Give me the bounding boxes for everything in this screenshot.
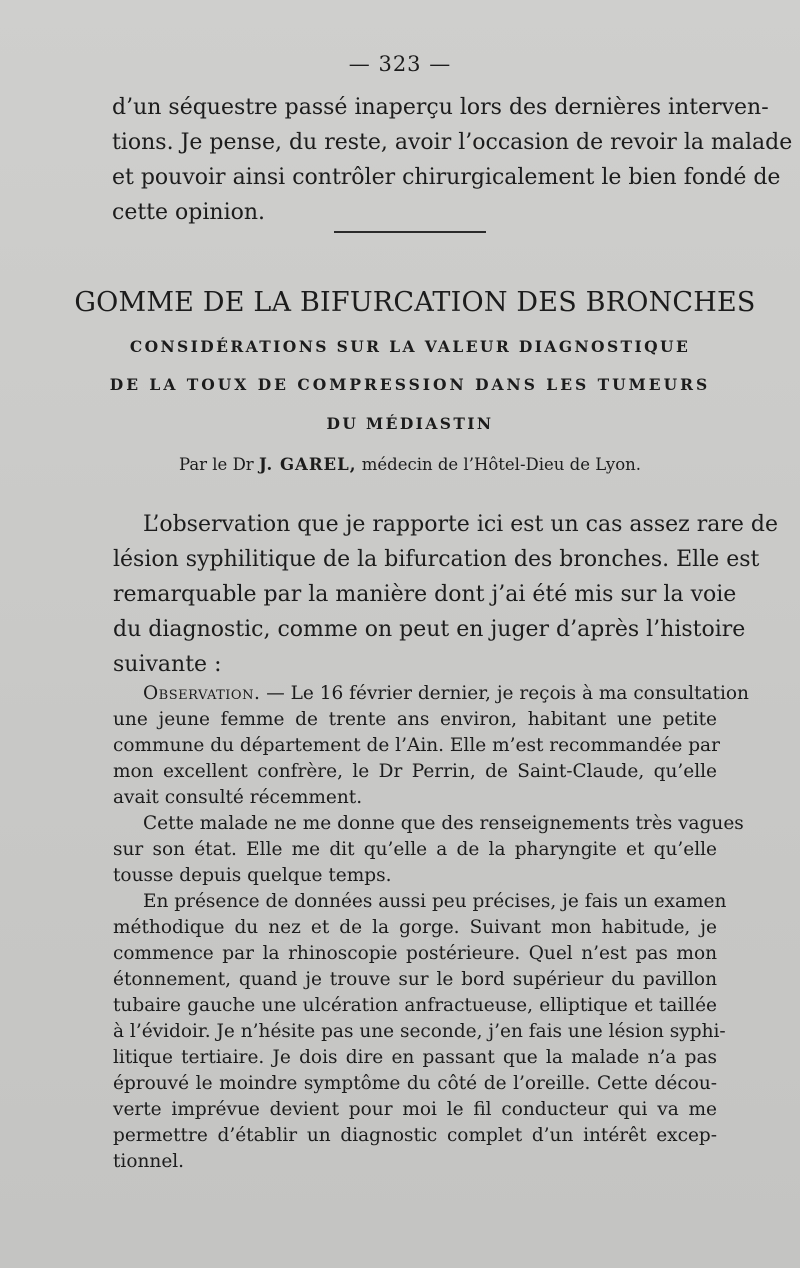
text-line: d’un séquestre passé inaperçu lors des dernières interven- bbox=[112, 95, 769, 120]
text-line: tionnel. bbox=[113, 1151, 185, 1172]
continuation-paragraph bbox=[112, 90, 793, 230]
author-name: J. GAREL, bbox=[258, 455, 357, 474]
text-line: une jeune femme de trente ans environ, habitant une petite bbox=[113, 709, 717, 730]
text-line: litique tertiaire. Je dois dire en passant que la malade n’a pas bbox=[113, 1047, 717, 1068]
text-line: étonnement, quand je trouve sur le bord supérieur du pavillon bbox=[113, 969, 717, 990]
observation-section bbox=[113, 681, 749, 1175]
text-line: Observation. — Le 16 février dernier, je reçois à ma consultation bbox=[143, 683, 749, 704]
text-line: avait consulté récemment. bbox=[113, 787, 363, 808]
text-line: lésion syphilitique de la bifurcation des bronches. Elle est bbox=[113, 547, 760, 572]
text-line: L’observation que je rapporte ici est un cas assez rare de bbox=[143, 512, 778, 537]
text-line: sur son état. Elle me dit qu’elle a de la pharyngite et qu’elle bbox=[113, 839, 717, 860]
author-affiliation: médecin de l’Hôtel-Dieu de Lyon. bbox=[361, 455, 642, 474]
byline bbox=[0, 455, 800, 474]
intro-paragraph bbox=[113, 507, 778, 682]
text-line: cette opinion. bbox=[112, 200, 266, 225]
text-line: tousse depuis quelque temps. bbox=[113, 865, 392, 886]
text-line: tions. Je pense, du reste, avoir l’occasion de revoir la malade bbox=[112, 130, 793, 155]
text-line: commune du département de l’Ain. Elle m’est recommandée par bbox=[113, 735, 720, 756]
text-line: verte imprévue devient pour moi le fil conducteur qui va me bbox=[113, 1099, 717, 1120]
text-line: mon excellent confrère, le Dr Perrin, de Saint-Claude, qu’elle bbox=[113, 761, 717, 782]
observation-label: Observation. bbox=[143, 683, 261, 704]
text-line: éprouvé le moindre symptôme du côté de l’oreille. Cette décou- bbox=[113, 1073, 717, 1094]
text-line: Cette malade ne me donne que des renseignements très vagues bbox=[143, 813, 744, 834]
article-title: GOMME DE LA BIFURCATION DES BRONCHES bbox=[74, 287, 756, 318]
article-subtitle: DU MÉDIASTIN bbox=[326, 414, 494, 433]
text-line: commence par la rhinoscopie postérieure. Quel n’est pas mon bbox=[113, 943, 717, 964]
text-line: En présence de données aussi peu précises, je fais un examen bbox=[143, 891, 727, 912]
article-subtitle: DE LA TOUX DE COMPRESSION DANS LES TUMEURS bbox=[109, 375, 711, 394]
page-number: — 323 — bbox=[348, 52, 452, 76]
text-line: tubaire gauche une ulcération anfractueuse, elliptique et taillée bbox=[113, 995, 717, 1016]
text-line: à l’évidoir. Je n’hésite pas une seconde, j’en fais une lésion syphi- bbox=[113, 1021, 726, 1042]
text-line: et pouvoir ainsi contrôler chirurgicalement le bien fondé de bbox=[112, 165, 781, 190]
article-subtitle: CONSIDÉRATIONS SUR LA VALEUR DIAGNOSTIQUE bbox=[129, 337, 691, 356]
section-divider bbox=[334, 231, 486, 233]
text-line: du diagnostic, comme on peut en juger d’après l’histoire bbox=[113, 617, 746, 642]
text-line: permettre d’établir un diagnostic complet d’un intérêt excep- bbox=[113, 1125, 717, 1146]
byline-prefix: Par le Dr bbox=[178, 455, 254, 474]
text-line: remarquable par la manière dont j’ai été mis sur la voie bbox=[113, 582, 737, 607]
text-line: suivante : bbox=[113, 652, 222, 677]
text-line: méthodique du nez et de la gorge. Suivant mon habitude, je bbox=[113, 917, 717, 938]
